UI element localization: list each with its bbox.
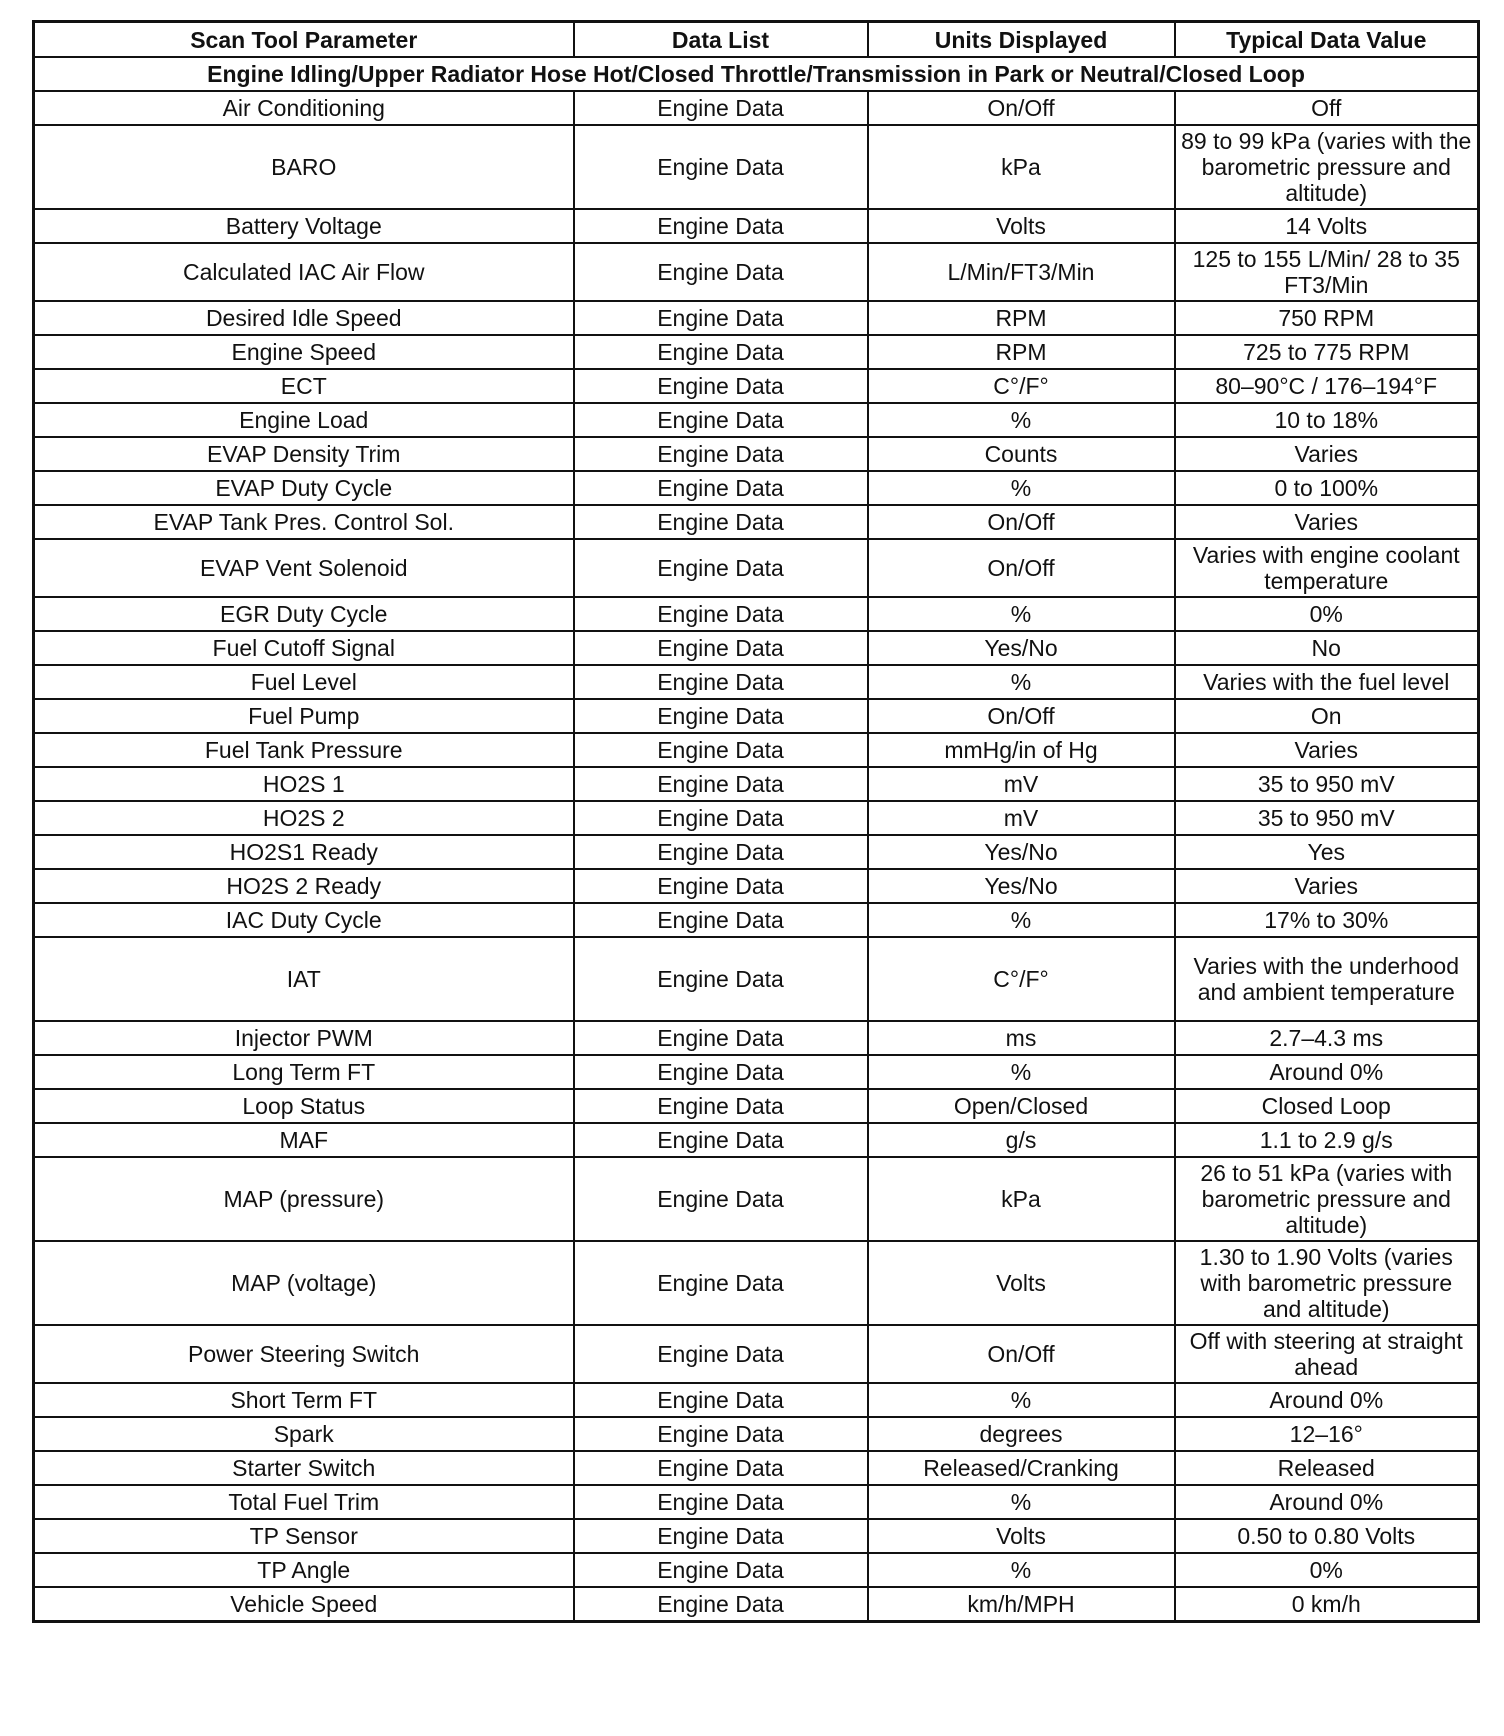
cell-scan-tool-parameter: HO2S 2 [34,801,574,835]
cell-units-displayed: RPM [868,335,1175,369]
cell-scan-tool-parameter: ECT [34,369,574,403]
cell-scan-tool-parameter: Power Steering Switch [34,1325,574,1383]
cell-data-list: Engine Data [574,369,868,403]
scan-tool-data-table [32,20,1480,1623]
cell-scan-tool-parameter: HO2S1 Ready [34,835,574,869]
cell-units-displayed: On/Off [868,91,1175,125]
cell-units-displayed: Yes/No [868,631,1175,665]
cell-scan-tool-parameter: Fuel Level [34,665,574,699]
cell-data-list: Engine Data [574,1485,868,1519]
cell-typical-data-value: 0% [1175,1553,1479,1587]
cell-data-list: Engine Data [574,937,868,1021]
table-row [34,767,1479,801]
cell-units-displayed: L/Min/FT3/Min [868,243,1175,301]
table-row [34,505,1479,539]
cell-data-list: Engine Data [574,1587,868,1622]
cell-scan-tool-parameter: Total Fuel Trim [34,1485,574,1519]
cell-typical-data-value: 0% [1175,597,1479,631]
cell-data-list: Engine Data [574,1123,868,1157]
cell-data-list: Engine Data [574,539,868,597]
cell-scan-tool-parameter: Starter Switch [34,1451,574,1485]
cell-units-displayed: Released/Cranking [868,1451,1175,1485]
table-row [34,437,1479,471]
cell-units-displayed: mmHg/in of Hg [868,733,1175,767]
cell-data-list: Engine Data [574,1451,868,1485]
cell-units-displayed: Volts [868,209,1175,243]
cell-data-list: Engine Data [574,801,868,835]
cell-data-list: Engine Data [574,767,868,801]
cell-scan-tool-parameter: Vehicle Speed [34,1587,574,1622]
table-row [34,125,1479,209]
table-body [34,57,1479,1622]
cell-data-list: Engine Data [574,91,868,125]
cell-units-displayed: degrees [868,1417,1175,1451]
cell-units-displayed: % [868,471,1175,505]
cell-data-list: Engine Data [574,1417,868,1451]
cell-typical-data-value: 12–16° [1175,1417,1479,1451]
cell-scan-tool-parameter: TP Sensor [34,1519,574,1553]
cell-scan-tool-parameter: IAC Duty Cycle [34,903,574,937]
table-row [34,903,1479,937]
cell-typical-data-value: Varies [1175,505,1479,539]
cell-typical-data-value: 80–90°C / 176–194°F [1175,369,1479,403]
table-row [34,1383,1479,1417]
cell-typical-data-value: 0 to 100% [1175,471,1479,505]
table-row [34,243,1479,301]
cell-scan-tool-parameter: HO2S 2 Ready [34,869,574,903]
cell-data-list: Engine Data [574,835,868,869]
cell-units-displayed: C°/F° [868,369,1175,403]
cell-data-list: Engine Data [574,1157,868,1241]
cell-typical-data-value: 10 to 18% [1175,403,1479,437]
cell-scan-tool-parameter: EVAP Vent Solenoid [34,539,574,597]
cell-data-list: Engine Data [574,1383,868,1417]
cell-scan-tool-parameter: Battery Voltage [34,209,574,243]
cell-typical-data-value: On [1175,699,1479,733]
table-row [34,335,1479,369]
header-typical-data-value: Typical Data Value [1175,22,1479,58]
table-row [34,1325,1479,1383]
header-scan-tool-parameter: Scan Tool Parameter [34,22,574,58]
table-row [34,209,1479,243]
cell-typical-data-value: 750 RPM [1175,301,1479,335]
cell-typical-data-value: Varies with engine coolant temperature [1175,539,1479,597]
table-row [34,1553,1479,1587]
cell-units-displayed: On/Off [868,505,1175,539]
cell-data-list: Engine Data [574,1021,868,1055]
table-row [34,699,1479,733]
cell-units-displayed: C°/F° [868,937,1175,1021]
table-row [34,733,1479,767]
cell-data-list: Engine Data [574,1325,868,1383]
cell-data-list: Engine Data [574,597,868,631]
table-row [34,597,1479,631]
cell-data-list: Engine Data [574,209,868,243]
cell-typical-data-value: Varies with the underhood and ambient temperature [1175,937,1479,1021]
cell-scan-tool-parameter: EVAP Tank Pres. Control Sol. [34,505,574,539]
cell-data-list: Engine Data [574,125,868,209]
cell-scan-tool-parameter: Air Conditioning [34,91,574,125]
cell-units-displayed: On/Off [868,1325,1175,1383]
table-row [34,91,1479,125]
section-condition-heading: Engine Idling/Upper Radiator Hose Hot/Closed Throttle/Transmission in Park or Neutral/Closed Loop [34,57,1479,91]
cell-units-displayed: % [868,597,1175,631]
table-row [34,539,1479,597]
cell-data-list: Engine Data [574,335,868,369]
cell-units-displayed: On/Off [868,699,1175,733]
cell-typical-data-value: Closed Loop [1175,1089,1479,1123]
cell-units-displayed: kPa [868,125,1175,209]
cell-units-displayed: RPM [868,301,1175,335]
cell-scan-tool-parameter: EGR Duty Cycle [34,597,574,631]
cell-data-list: Engine Data [574,631,868,665]
cell-typical-data-value: Varies [1175,869,1479,903]
cell-scan-tool-parameter: Short Term FT [34,1383,574,1417]
cell-scan-tool-parameter: Calculated IAC Air Flow [34,243,574,301]
cell-typical-data-value: 1.1 to 2.9 g/s [1175,1123,1479,1157]
cell-scan-tool-parameter: Engine Load [34,403,574,437]
cell-data-list: Engine Data [574,1089,868,1123]
table-row [34,471,1479,505]
cell-typical-data-value: Varies [1175,733,1479,767]
cell-scan-tool-parameter: Spark [34,1417,574,1451]
cell-scan-tool-parameter: Loop Status [34,1089,574,1123]
table-row [34,835,1479,869]
cell-typical-data-value: 2.7–4.3 ms [1175,1021,1479,1055]
table-row [34,801,1479,835]
cell-typical-data-value: Released [1175,1451,1479,1485]
cell-typical-data-value: 0.50 to 0.80 Volts [1175,1519,1479,1553]
cell-typical-data-value: Yes [1175,835,1479,869]
table-row [34,1485,1479,1519]
cell-typical-data-value: 89 to 99 kPa (varies with the barometric pressure and altitude) [1175,125,1479,209]
cell-units-displayed: km/h/MPH [868,1587,1175,1622]
table-row [34,631,1479,665]
header-data-list: Data List [574,22,868,58]
cell-units-displayed: kPa [868,1157,1175,1241]
table-row [34,1055,1479,1089]
cell-scan-tool-parameter: Injector PWM [34,1021,574,1055]
cell-typical-data-value: 14 Volts [1175,209,1479,243]
table-row [34,1157,1479,1241]
cell-scan-tool-parameter: IAT [34,937,574,1021]
cell-units-displayed: Volts [868,1519,1175,1553]
table-row [34,869,1479,903]
cell-units-displayed: % [868,403,1175,437]
cell-data-list: Engine Data [574,471,868,505]
cell-units-displayed: % [868,1485,1175,1519]
cell-units-displayed: % [868,903,1175,937]
table-header [34,22,1479,58]
table-row [34,1241,1479,1325]
table-row [34,369,1479,403]
cell-data-list: Engine Data [574,437,868,471]
cell-data-list: Engine Data [574,301,868,335]
cell-scan-tool-parameter: Fuel Tank Pressure [34,733,574,767]
table-row [34,301,1479,335]
cell-data-list: Engine Data [574,505,868,539]
cell-typical-data-value: Around 0% [1175,1383,1479,1417]
cell-typical-data-value: Varies [1175,437,1479,471]
table-row [34,937,1479,1021]
table-row [34,1519,1479,1553]
cell-typical-data-value: Off with steering at straight ahead [1175,1325,1479,1383]
table-row [34,1417,1479,1451]
cell-typical-data-value: 35 to 950 mV [1175,801,1479,835]
cell-typical-data-value: 125 to 155 L/Min/ 28 to 35 FT3/Min [1175,243,1479,301]
cell-units-displayed: Yes/No [868,835,1175,869]
cell-data-list: Engine Data [574,243,868,301]
cell-data-list: Engine Data [574,1519,868,1553]
cell-scan-tool-parameter: MAF [34,1123,574,1157]
cell-units-displayed: mV [868,767,1175,801]
cell-units-displayed: Volts [868,1241,1175,1325]
cell-data-list: Engine Data [574,733,868,767]
cell-units-displayed: % [868,665,1175,699]
cell-scan-tool-parameter: MAP (voltage) [34,1241,574,1325]
cell-scan-tool-parameter: Engine Speed [34,335,574,369]
cell-data-list: Engine Data [574,1055,868,1089]
cell-data-list: Engine Data [574,699,868,733]
table-row [34,665,1479,699]
cell-units-displayed: Counts [868,437,1175,471]
cell-scan-tool-parameter: EVAP Duty Cycle [34,471,574,505]
header-row [34,22,1479,58]
section-row [34,57,1479,91]
table-row [34,1089,1479,1123]
cell-scan-tool-parameter: BARO [34,125,574,209]
cell-data-list: Engine Data [574,1241,868,1325]
cell-data-list: Engine Data [574,869,868,903]
cell-typical-data-value: 0 km/h [1175,1587,1479,1622]
cell-units-displayed: Yes/No [868,869,1175,903]
cell-typical-data-value: 725 to 775 RPM [1175,335,1479,369]
cell-units-displayed: Open/Closed [868,1089,1175,1123]
cell-typical-data-value: Around 0% [1175,1485,1479,1519]
cell-scan-tool-parameter: Fuel Cutoff Signal [34,631,574,665]
cell-scan-tool-parameter: Long Term FT [34,1055,574,1089]
cell-typical-data-value: Varies with the fuel level [1175,665,1479,699]
cell-typical-data-value: No [1175,631,1479,665]
cell-units-displayed: ms [868,1021,1175,1055]
table-row [34,1451,1479,1485]
cell-data-list: Engine Data [574,403,868,437]
cell-scan-tool-parameter: MAP (pressure) [34,1157,574,1241]
table-row [34,1021,1479,1055]
cell-typical-data-value: 1.30 to 1.90 Volts (varies with barometric pressure and altitude) [1175,1241,1479,1325]
cell-units-displayed: % [868,1383,1175,1417]
cell-data-list: Engine Data [574,665,868,699]
cell-typical-data-value: 26 to 51 kPa (varies with barometric pressure and altitude) [1175,1157,1479,1241]
cell-units-displayed: g/s [868,1123,1175,1157]
cell-scan-tool-parameter: Fuel Pump [34,699,574,733]
table-row [34,403,1479,437]
cell-typical-data-value: 35 to 950 mV [1175,767,1479,801]
cell-scan-tool-parameter: Desired Idle Speed [34,301,574,335]
cell-data-list: Engine Data [574,903,868,937]
cell-typical-data-value: Off [1175,91,1479,125]
cell-scan-tool-parameter: EVAP Density Trim [34,437,574,471]
cell-scan-tool-parameter: TP Angle [34,1553,574,1587]
cell-units-displayed: On/Off [868,539,1175,597]
cell-scan-tool-parameter: HO2S 1 [34,767,574,801]
cell-data-list: Engine Data [574,1553,868,1587]
table-row [34,1123,1479,1157]
cell-units-displayed: % [868,1055,1175,1089]
cell-typical-data-value: 17% to 30% [1175,903,1479,937]
cell-units-displayed: mV [868,801,1175,835]
cell-typical-data-value: Around 0% [1175,1055,1479,1089]
table-row [34,1587,1479,1622]
header-units-displayed: Units Displayed [868,22,1175,58]
cell-units-displayed: % [868,1553,1175,1587]
